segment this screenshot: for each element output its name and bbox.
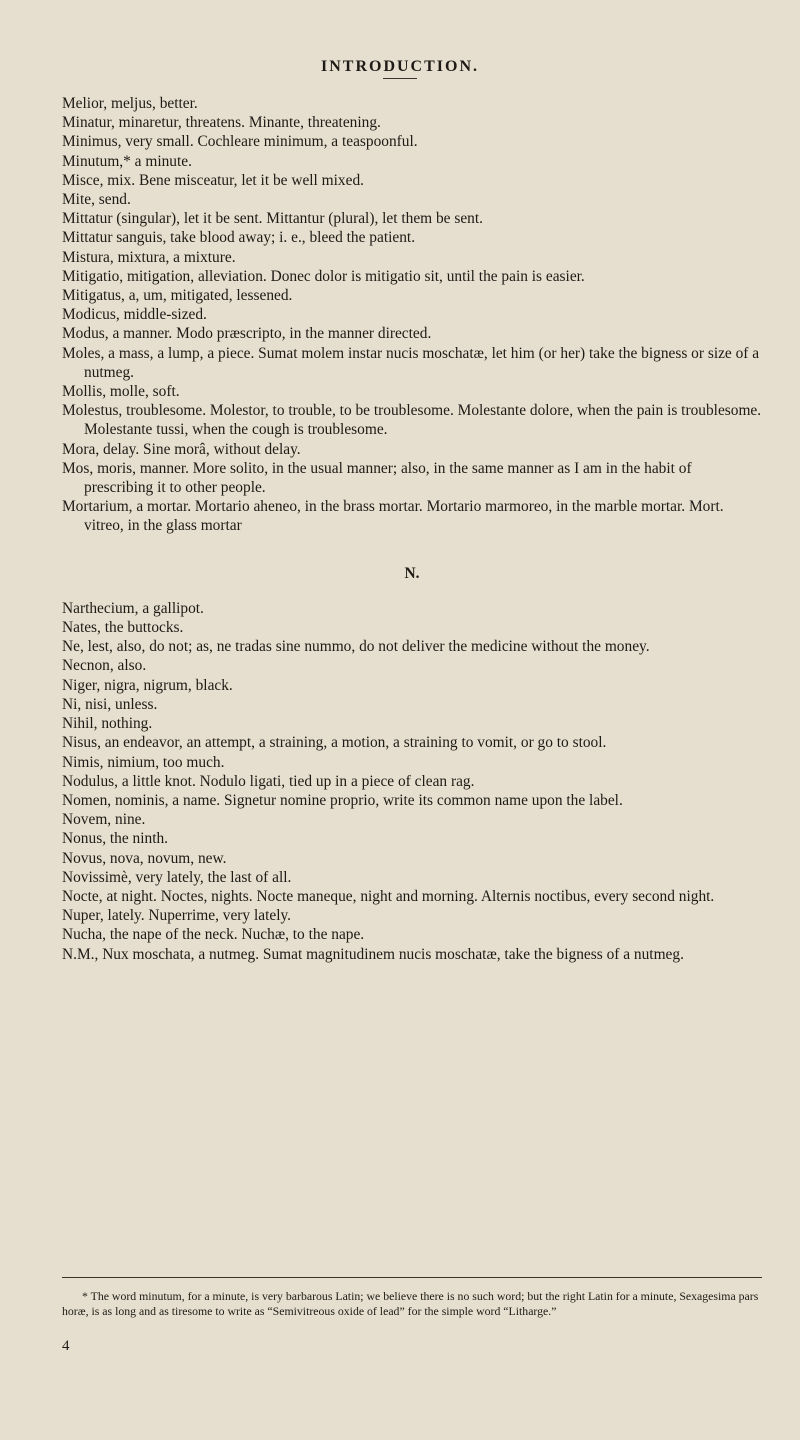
glossary-entry: Mitigatus, a, um, mitigated, lessened.	[62, 287, 293, 305]
glossary-entry: Misce, mix. Bene misceatur, let it be well mixed.	[62, 171, 364, 189]
title-ornament	[383, 78, 417, 81]
n-entries	[62, 599, 762, 964]
page-title: INTRODUCTION.	[320, 58, 479, 75]
glossary-entry: Mora, delay. Sine morâ, without delay.	[62, 440, 301, 458]
glossary-entry: Mite, send.	[62, 191, 131, 209]
glossary-entry: N.M., Nux moschata, a nutmeg. Sumat magnitudinem nucis moschatæ, take the bigness of a nutmeg.	[62, 945, 684, 963]
glossary-entry: Nodulus, a little knot. Nodulo ligati, tied up in a piece of clean rag.	[62, 772, 475, 790]
running-header	[0, 58, 800, 81]
glossary-entry: Minatur, minaretur, threatens. Minante, threatening.	[62, 114, 381, 132]
glossary-entry: Nihil, nothing.	[62, 715, 153, 733]
glossary-entry: Mortarium, a mortar. Mortario aheneo, in the brass mortar. Mortario marmoreo, in the marble mortar. Mort. vitreo, in the glass mortar	[62, 498, 724, 535]
glossary-entry: Nates, the buttocks.	[62, 619, 184, 637]
glossary-entry: Nisus, an endeavor, an attempt, a straining, a motion, a straining to vomit, or go to stool.	[62, 734, 607, 752]
glossary-entry: Novem, nine.	[62, 811, 146, 829]
glossary-entry: Mitigatio, mitigation, alleviation. Donec dolor is mitigatio sit, until the pain is easier.	[62, 267, 585, 285]
glossary-entry: Ni, nisi, unless.	[62, 695, 158, 713]
glossary-entry: Modus, a manner. Modo præscripto, in the manner directed.	[62, 325, 432, 343]
glossary-entry: Modicus, middle-sized.	[62, 306, 207, 324]
glossary-entry: Molestus, troublesome. Molestor, to trouble, to be troublesome. Molestante dolore, when the pain is troublesome. Molestante tussi, when the cough is troublesome.	[62, 402, 762, 439]
glossary-entry: Melior, meljus, better.	[62, 95, 198, 112]
glossary-entry: Narthecium, a gallipot.	[62, 599, 204, 617]
glossary-entry: Mistura, mixtura, a mixture.	[62, 248, 236, 266]
glossary-entry: Nocte, at night. Noctes, nights. Nocte maneque, night and morning. Alternis noctibus, every second night.	[62, 887, 715, 905]
footnote: * The word minutum, for a minute, is very barbarous Latin; we believe there is no such word; but the right Latin for a minute, Sexagesima pars horæ, is as long and as tiresome to write as “Semivitreous oxide of lead” for the simple word “Litharge.”	[62, 1289, 759, 1319]
glossary-entry: Mollis, molle, soft.	[62, 383, 180, 401]
glossary-entry: Minutum,* a minute.	[62, 152, 192, 170]
glossary-entry: Necnon, also.	[62, 657, 147, 675]
glossary-entry: Moles, a mass, a lump, a piece. Sumat molem instar nucis moschatæ, let him (or her) take the bigness or size of a nutmeg.	[62, 344, 760, 381]
glossary-entry: Nuper, lately. Nuperrime, very lately.	[62, 907, 292, 925]
glossary-entry: Novus, nova, novum, new.	[62, 849, 227, 867]
glossary-entry: Minimus, very small. Cochleare minimum, a teaspoonful.	[62, 133, 418, 151]
glossary-entry: Niger, nigra, nigrum, black.	[62, 676, 233, 694]
footnote-rule	[62, 1277, 762, 1278]
glossary-entry: Mittatur sanguis, take blood away; i. e., bleed the patient.	[62, 229, 416, 247]
page-number: 4	[62, 1338, 70, 1354]
glossary-body	[62, 94, 762, 964]
m-entries	[62, 94, 762, 536]
glossary-entry: Nucha, the nape of the neck. Nuchæ, to the nape.	[62, 926, 365, 944]
glossary-entry: Nimis, nimium, too much.	[62, 753, 225, 771]
glossary-entry: Nonus, the ninth.	[62, 830, 169, 848]
section-heading-n: N.	[404, 564, 420, 582]
glossary-entry: Novissimè, very lately, the last of all.	[62, 868, 292, 886]
glossary-entry: Nomen, nominis, a name. Signetur nomine proprio, write its common name upon the label.	[62, 791, 623, 809]
glossary-entry: Ne, lest, also, do not; as, ne tradas sine nummo, do not deliver the medicine without the money.	[62, 638, 650, 656]
glossary-entry: Mittatur (singular), let it be sent. Mittantur (plural), let them be sent.	[62, 210, 484, 228]
glossary-entry: Mos, moris, manner. More solito, in the usual manner; also, in the same manner as I am in the habit of prescribing it to other people.	[62, 459, 692, 497]
